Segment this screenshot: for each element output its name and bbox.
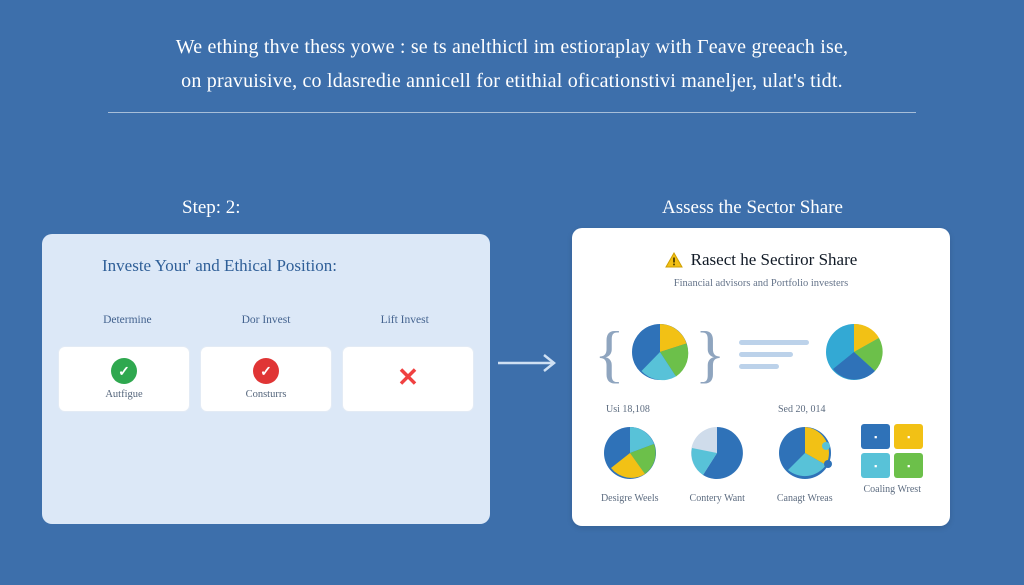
pie-chart-upper-b [823, 321, 885, 388]
mid-label-left: Usi 18,108 [606, 404, 650, 415]
column-header-do-invest: Dor Invest [241, 314, 291, 326]
brace-right-icon: } [694, 318, 726, 389]
mini-tile: ▪ [861, 453, 890, 478]
arrow-right-icon [496, 350, 568, 376]
option-tile-approve-label: Autfigue [105, 389, 143, 400]
pie-chart-upper-a [629, 321, 691, 388]
check-circle-icon: ✓ [253, 358, 279, 384]
mini-chart-caption-3: Canagt Wreas [776, 493, 833, 504]
check-circle-icon: ✓ [111, 358, 137, 384]
pie-chart-lower-3 [776, 424, 834, 487]
mini-tile: ▪ [894, 424, 923, 449]
bar-line [739, 364, 779, 369]
mini-chart-cell-2 [674, 424, 762, 504]
bar-line [739, 340, 809, 345]
option-tile-approve[interactable] [58, 346, 190, 412]
column-header-lift-invest: Lift Invest [380, 314, 429, 326]
option-tile-constrain[interactable] [200, 346, 332, 412]
pie-chart-lower-2 [688, 424, 746, 487]
right-panel [572, 228, 950, 526]
column-header-determine: Determine [103, 314, 152, 326]
pie-chart-lower-1 [601, 424, 659, 487]
mid-label-right: Sed 20, 014 [778, 404, 826, 415]
mini-chart-cell-4 [849, 424, 937, 504]
header-line-2: on pravuisive, co ldasredie annicell for etithial oficationstivi maneljer, ulat's tidt. [181, 70, 843, 92]
mini-chart-cell-1 [586, 424, 674, 504]
mini-tile: ▪ [861, 424, 890, 449]
mini-chart-cell-3 [761, 424, 849, 504]
right-panel-lower-grid [586, 424, 936, 504]
bar-line [739, 352, 793, 357]
mini-chart-caption-4: Coaling Wrest [863, 484, 921, 495]
left-panel-tiles [58, 346, 474, 412]
mini-chart-caption-1: Desigre Weels [600, 493, 659, 504]
mini-chart-caption-2: Contery Want [689, 493, 745, 504]
brace-left-icon: { [594, 318, 625, 389]
header-divider [108, 112, 916, 113]
header-text-block [0, 30, 1024, 113]
left-panel-column-headers [58, 314, 474, 326]
tile-grid-lower-4 [861, 424, 923, 478]
mini-tile: ▪ [894, 453, 923, 478]
right-panel-subtitle: Financial advisors and Portfolio investers [673, 278, 849, 289]
option-tile-constrain-label: Consturrs [245, 389, 287, 400]
left-panel-title: Investe Your' and Ethical Position: [102, 256, 337, 275]
step-left-label: Step: 2: [182, 197, 241, 218]
close-x-icon: ✕ [397, 361, 419, 392]
right-panel-header [572, 250, 950, 270]
left-panel [42, 234, 490, 524]
step-right-label: Assess the Sector Share [662, 197, 843, 218]
option-tile-exclude[interactable] [342, 346, 474, 412]
header-line-1: We ething thve thess yowe : se ts anelthictl im estioraplay with Γeave greeach ise, [175, 36, 849, 58]
right-panel-title: Rasect he Sectiror Share [690, 250, 858, 269]
right-panel-upper-row [594, 308, 928, 400]
bar-lines-group [739, 340, 809, 369]
warning-triangle-icon [665, 252, 683, 268]
